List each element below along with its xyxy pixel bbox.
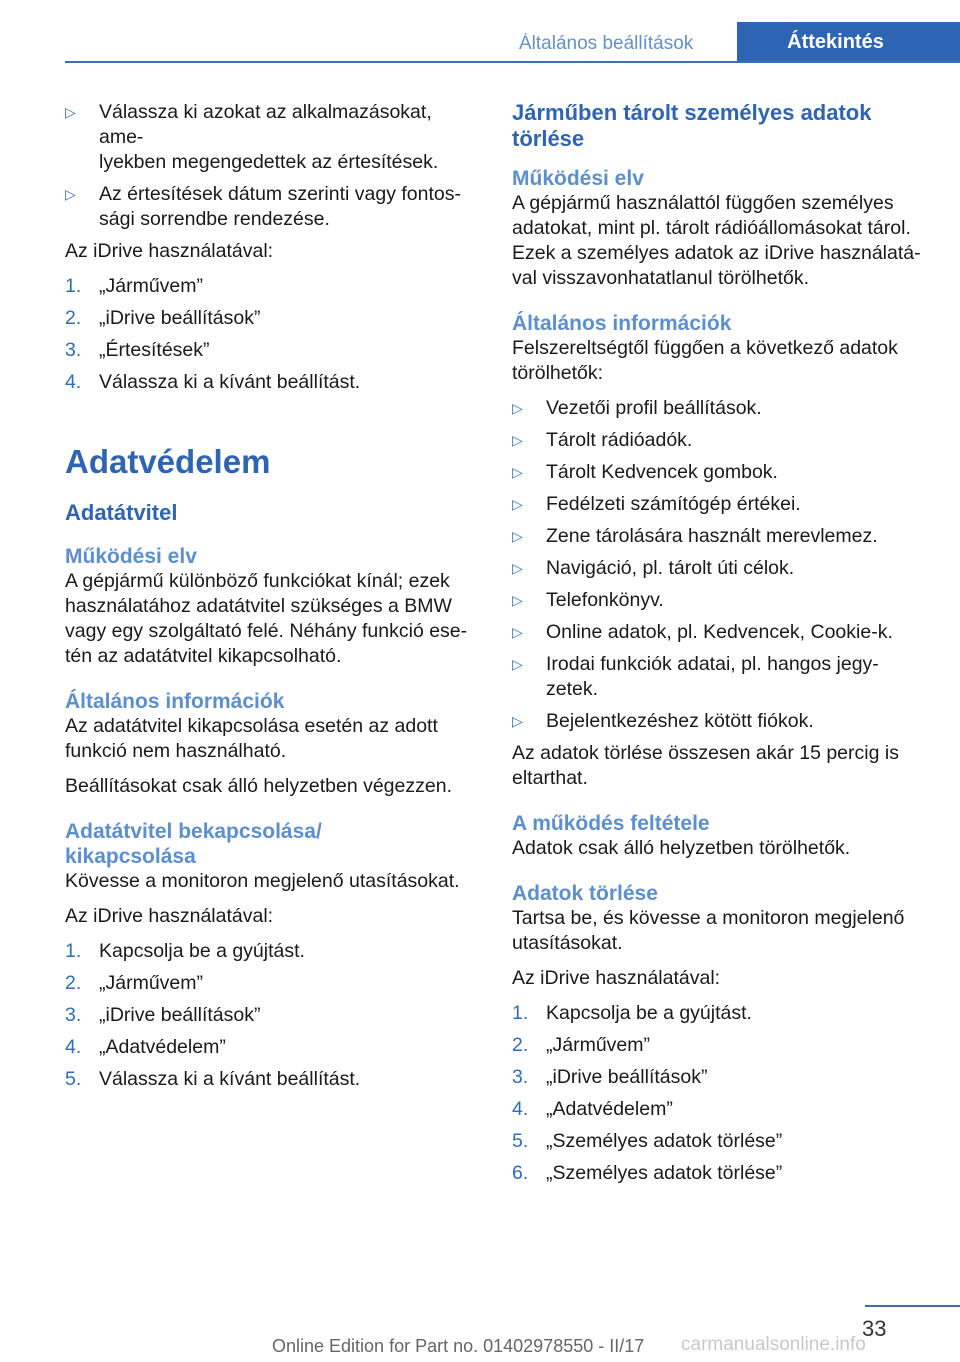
idrive-intro: Az iDrive használatával: [65, 240, 274, 262]
step-item: 2. „Járművem” [65, 972, 204, 994]
left-column [65, 100, 477, 1099]
notification-bullets [65, 100, 477, 232]
list-item: ▷ Zene tárolására használt merevlemez. [512, 525, 878, 547]
subsection-title: Adatátvitel [65, 500, 178, 525]
steps-data-transfer [65, 939, 477, 1092]
paragraph: Kövesse a monitoron megjelenő utasításokat. [65, 870, 460, 892]
idrive-intro: Az iDrive használatával: [512, 967, 721, 989]
step-item: 4. „Adatvédelem” [512, 1098, 673, 1120]
triangle-bullet-icon: ▷ [512, 713, 523, 729]
triangle-bullet-icon: ▷ [512, 464, 523, 480]
edition-line: Online Edition for Part no. 01402978550 - II/17 [272, 1336, 645, 1356]
step-item: 2. „Járművem” [512, 1034, 651, 1056]
step-item: 2. „iDrive beállítások” [65, 307, 261, 329]
header-tab-overview [737, 22, 960, 63]
triangle-bullet-icon: ▷ [512, 432, 523, 448]
heading-general-info: Általános információk [65, 690, 285, 713]
step-item: 5. Válassza ki a kívánt beállítást. [65, 1068, 361, 1090]
watermark: carmanualsonline.info [681, 1334, 866, 1355]
step-item: 1. Kapcsolja be a gyújtást. [65, 940, 305, 962]
steps-delete-data [512, 1001, 932, 1186]
step-item: 6. „Személyes adatok törlése” [512, 1162, 783, 1184]
paragraph: Az adatátvitel kikapcsolása esetén az adott funkció nem használható. [65, 715, 438, 762]
step-item: 3. „iDrive beállítások” [512, 1066, 708, 1088]
heading-toggle: Adatátvitel bekapcsolása/ kikapcsolása [65, 820, 322, 868]
step-item: 4. Válassza ki a kívánt beállítást. [65, 371, 361, 393]
triangle-bullet-icon: ▷ [512, 496, 523, 512]
triangle-bullet-icon: ▷ [512, 656, 523, 672]
list-item: ▷ Bejelentkezéshez kötött fiókok. [512, 710, 814, 732]
list-item: ▷ Online adatok, pl. Kedvencek, Cookie-k. [512, 621, 893, 643]
list-item: ▷ Tárolt Kedvencek gombok. [512, 461, 778, 483]
step-item: 5. „Személyes adatok törlése” [512, 1130, 783, 1152]
paragraph: A gépjármű használattól függően személyes adatokat, mint pl. tárolt rádióállomásokat tárol. Ezek a személyes adatok az iDrive használatá-val visszavonhatatlanul törölhetők. [512, 192, 921, 289]
paragraph: Az adatok törlése összesen akár 15 percig is eltarthat. [512, 742, 899, 789]
idrive-intro: Az iDrive használatával: [65, 905, 274, 927]
list-item: ▷ Telefonkönyv. [512, 589, 664, 611]
paragraph: Adatok csak álló helyzetben törölhetők. [512, 837, 851, 859]
right-column [512, 100, 932, 1193]
triangle-bullet-icon: ▷ [512, 528, 523, 544]
deletable-data-list [512, 396, 932, 734]
triangle-bullet-icon: ▷ [512, 624, 523, 640]
paragraph: A gépjármű különböző funkciókat kínál; ezek használatához adatátvitel szükséges a BMW vagy egy szolgáltató felé. Néhány funkció ese-tén az adatátvitel kikapcsolható. [65, 570, 468, 667]
steps-notifications [65, 274, 477, 395]
heading-principle: Működési elv [512, 167, 644, 190]
list-item: ▷ Válassza ki azokat az alkalmazásokat, ame- lyekben megengedettek az értesítések. [65, 101, 439, 173]
paragraph: Felszereltségtől függően a következő adatok törölhetők: [512, 337, 898, 384]
list-item: ▷ Irodai funkciók adatai, pl. hangos jegy- zetek. [512, 653, 879, 700]
heading-general-info: Általános információk [512, 312, 732, 335]
step-item: 1. „Járművem” [65, 275, 204, 297]
triangle-bullet-icon: ▷ [65, 186, 76, 202]
list-item: ▷ Tárolt rádióadók. [512, 429, 693, 451]
list-item: ▷ Vezetői profil beállítások. [512, 397, 762, 419]
heading-precondition: A működés feltétele [512, 812, 710, 835]
heading-delete-data: Adatok törlése [512, 882, 658, 905]
paragraph: Tartsa be, és kövesse a monitoron megjelenő utasításokat. [512, 907, 905, 954]
subsection-title: Járműben tárolt személyes adatok törlése [512, 100, 872, 151]
triangle-bullet-icon: ▷ [512, 400, 523, 416]
header-rule [65, 61, 960, 63]
page-number: 33 [862, 1316, 887, 1341]
triangle-bullet-icon: ▷ [65, 104, 76, 120]
step-item: 3. „iDrive beállítások” [65, 1004, 261, 1026]
section-title: Adatvédelem [65, 443, 271, 480]
list-item: ▷ Fedélzeti számítógép értékei. [512, 493, 801, 515]
step-item: 1. Kapcsolja be a gyújtást. [512, 1002, 752, 1024]
list-item: ▷ Navigáció, pl. tárolt úti célok. [512, 557, 795, 579]
heading-principle: Működési elv [65, 545, 197, 568]
step-item: 4. „Adatvédelem” [65, 1036, 226, 1058]
paragraph: Beállításokat csak álló helyzetben végezzen. [65, 775, 452, 797]
triangle-bullet-icon: ▷ [512, 592, 523, 608]
list-item: ▷ Az értesítések dátum szerinti vagy fontos- sági sorrendbe rendezése. [65, 183, 461, 230]
header-section-title: Általános beállítások [519, 33, 694, 54]
header-tab-label: Áttekintés [787, 31, 884, 53]
step-item: 3. „Értesítések” [65, 339, 210, 361]
triangle-bullet-icon: ▷ [512, 560, 523, 576]
footer-rule [865, 1305, 960, 1307]
